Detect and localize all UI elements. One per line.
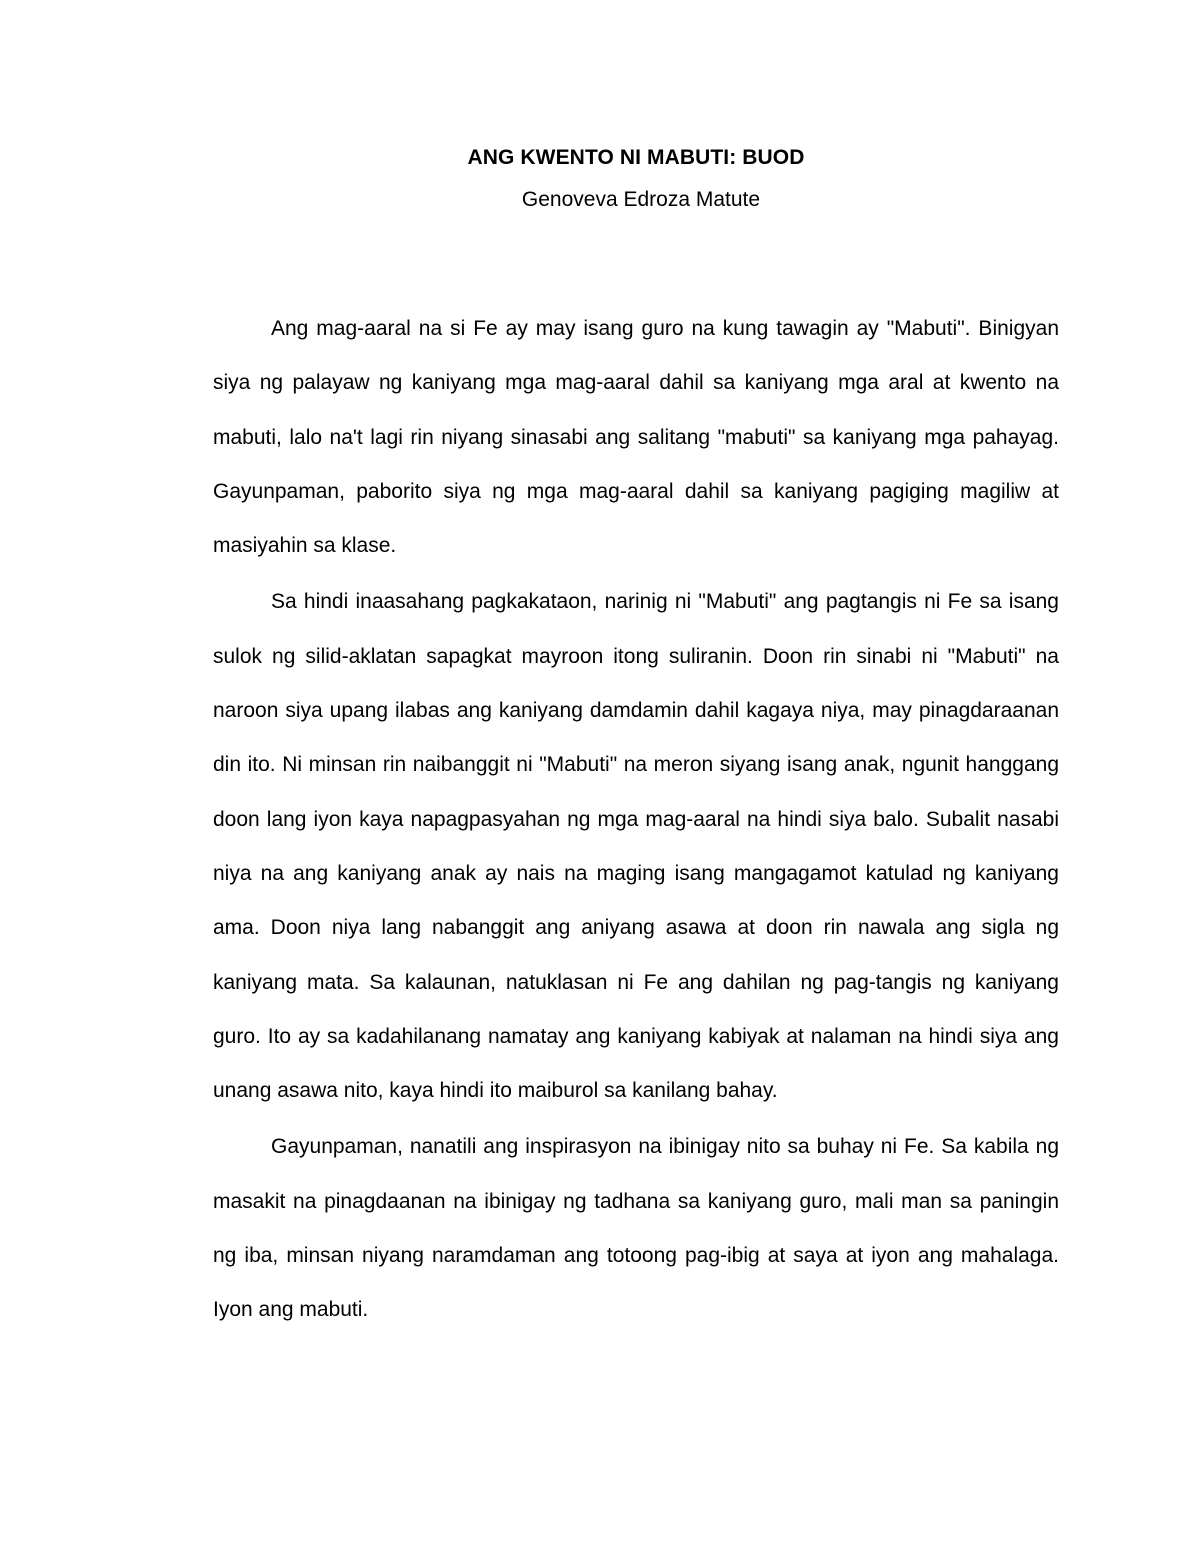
paragraph-2: Sa hindi inaasahang pagkakataon, narinig ni "Mabuti" ang pagtangis ni Fe sa isang sulok ng silid-aklatan sapagkat mayroon itong suliranin. Doon rin sinabi ni "Mabuti" na naroon siya upang ilabas ang kaniyang damdamin dahil kagaya niya, may pinagdaraanan din ito. Ni minsan rin naibanggit ni "Mabuti" na meron siyang isang anak, ngunit hanggang doon lang iyon kaya napagpasyahan ng mga mag-aaral na hindi siya balo. Subalit nasabi niya na ang kaniyang anak ay nais na maging isang mangagamot katulad ng kaniyang ama. Doon niya lang nabanggit ang aniyang asawa at doon rin nawala ang sigla ng kaniyang mata. Sa kalaunan, natuklasan ni Fe ang dahilan ng pag-tangis ng kaniyang guro. Ito ay sa kadahilanang namatay ang kaniyang kabiyak at nalaman na hindi siya ang unang asawa nito, kaya hindi ito maiburol sa kanilang bahay. [213, 590, 1059, 1103]
document-body [213, 302, 1059, 1338]
document-author: Genoveva Edroza Matute [521, 188, 761, 211]
paragraph-3: Gayunpaman, nanatili ang inspirasyon na ibinigay nito sa buhay ni Fe. Sa kabila ng masakit na pinagdaanan na ibinigay ng tadhana sa kaniyang guro, mali man sa paningin ng iba, minsan niyang naramdaman ang totoong pag-ibig at saya at iyon ang mahalaga. Iyon ang mabuti. [213, 1135, 1059, 1322]
document-title: ANG KWENTO NI MABUTI: BUOD [467, 146, 805, 169]
paragraph-1: Ang mag-aaral na si Fe ay may isang guro na kung tawagin ay "Mabuti". Binigyan siya ng palayaw ng kaniyang mga mag-aaral dahil sa kaniyang mga aral at kwento na mabuti, lalo na't lagi rin niyang sinasabi ang salitang "mabuti" sa kaniyang mga pahayag. Gayunpaman, paborito siya ng mga mag-aaral dahil sa kaniyang pagiging magiliw at masiyahin sa klase. [213, 317, 1059, 558]
